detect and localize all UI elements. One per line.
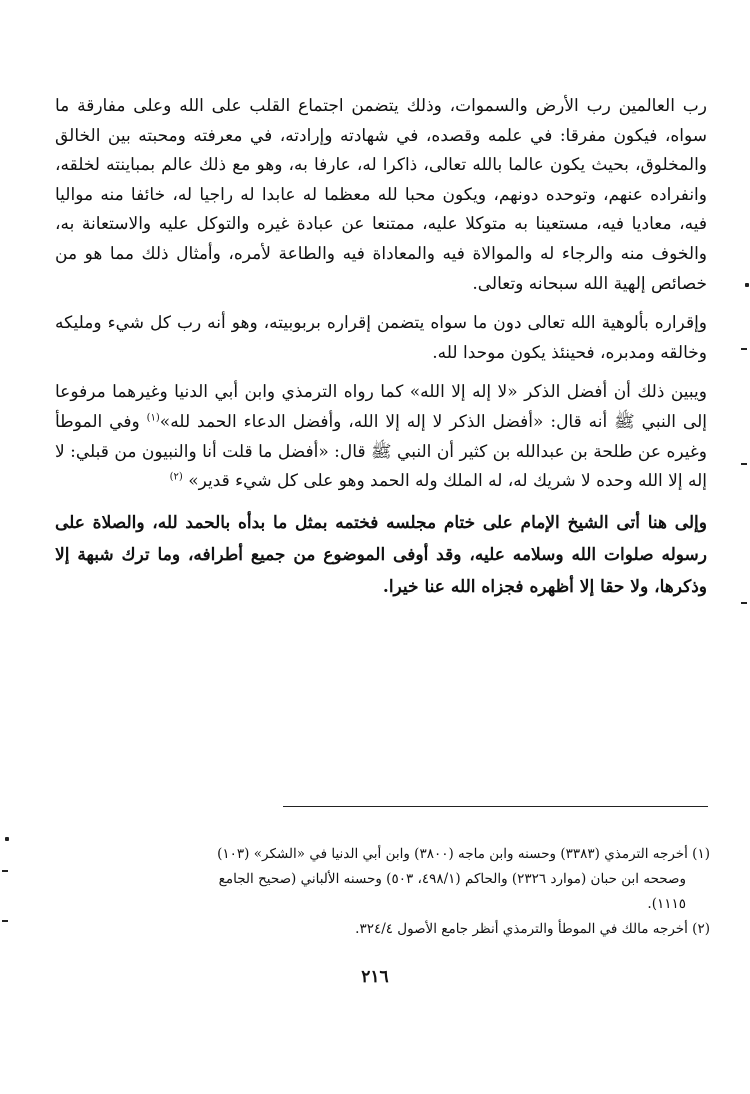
paragraph-4: وإلى هنا أتى الشيخ الإمام على ختام مجلسه فختمه بمثل ما بدأه بالحمد لله، والصلاة على رسوله صلوات الله وسلامه عليه، وقد أوفى الموضوع من جميع أطرافه، وما ترك شبهة إلا وذكرها، ولا حقا إلا أظهره فجزاه الله عنا خيرا. [55, 512, 707, 597]
paragraph-3 [55, 378, 707, 496]
scan-speck [5, 837, 9, 841]
paragraph-3-part-1: ويبين ذلك أن أفضل الذكر «لا إله إلا الله» كما رواه الترمذي وابن أبي الدنيا وغيرهما مرفوعا إلى النبي ﷺ أنه قال: «أفضل الذكر لا إله إلا الله، وأفضل الدعاء الحمد لله» [55, 382, 707, 432]
page-number: ٢١٦ [361, 967, 389, 987]
footnote-1-line-2: وصححه ابن حبان (موارد ٢٣٢٦) والحاكم (٤٩٨/١، ٥٠٣) وحسنه الألباني (صحيح الجامع [218, 871, 686, 887]
main-text [55, 92, 707, 603]
footnote-divider [283, 806, 708, 807]
footnote-ref-1[interactable]: (١) [146, 412, 160, 424]
scan-speck [741, 463, 747, 465]
footnote-1-line-3: ١١١٥). [647, 896, 686, 912]
footnote-2: (٢) أخرجه مالك في الموطأ والترمذي أنظر جامع الأصول ٣٢٤/٤. [355, 921, 710, 937]
scan-speck [745, 283, 749, 287]
paragraph-1: رب العالمين رب الأرض والسموات، وذلك يتضمن اجتماع القلب على الله وعلى مفارقة ما سواه، فيكون مفرقا: في علمه وقصده، في شهادته وإرادته، في معرفته ومحبته بين الخالق والمخلوق، بحيث يكون عالما بالله تعالى، ذاكرا له، عارفا به، وهو مع ذلك عالم بمباينته لخلقه، وانفراده عنهم، وتوحده دونهم، ويكون محبا لله معظما له عابدا له راجيا له، خائفا منه مواليا فيه، معاديا فيه، مستعينا به متوكلا عليه، ممتنعا عن عبادة غيره والتوكل عليه والاستعانة به، والخوف منه والرجاء له والموالاة فيه والمعاداة فيه والطاعة لأمره، وأمثال ذلك مما هو من خصائص إلهية الله سبحانه وتعالى. [55, 96, 707, 294]
paragraph-2: وإقراره بألوهية الله تعالى دون ما سواه يتضمن إقراره بربوبيته، وهو أنه رب كل شيء ومليكه وخالقه ومدبره، فحينئذ يكون موحدا لله. [55, 313, 707, 363]
footnote-ref-2[interactable]: (٢) [169, 471, 183, 483]
footnote-1-line-1: (١) أخرجه الترمذي (٣٣٨٣) وحسنه وابن ماجه (٣٨٠٠) وابن أبي الدنيا في «الشكر» (١٠٣) [217, 846, 710, 862]
scan-speck [2, 870, 8, 872]
scan-speck [741, 348, 747, 350]
paragraph-3-part-2: وفي الموطأ وغيره عن طلحة بن عبدالله بن كثير أن النبي ﷺ قال: «أفضل ما قلت أنا والنبيون من قبلي: لا إله إلا الله وحده لا شريك له، له الملك وله الحمد وهو على كل شيء قدير» [55, 411, 707, 492]
scan-speck [741, 602, 747, 604]
scan-speck [2, 920, 8, 922]
footnotes [85, 842, 710, 942]
